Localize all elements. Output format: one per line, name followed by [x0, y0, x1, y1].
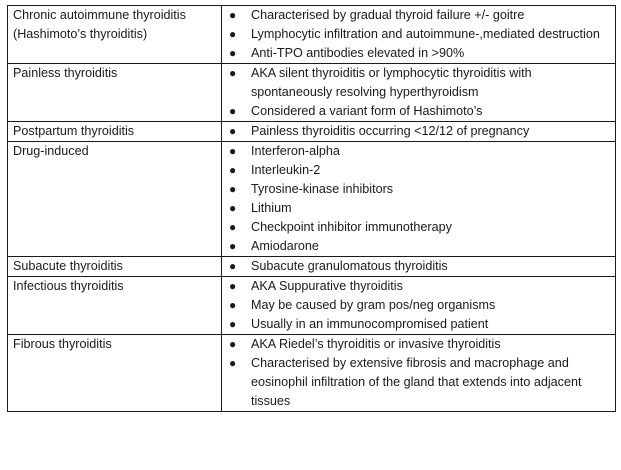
bullet-text: Characterised by extensive fibrosis and macrophage and eosinophil infiltration of the gland that extends into adjacent tissues	[251, 356, 582, 408]
list-item	[227, 335, 611, 354]
list-item	[227, 44, 611, 63]
condition-name: Drug-induced	[8, 142, 222, 257]
condition-description	[222, 257, 616, 277]
condition-name: Fibrous thyroiditis	[8, 335, 222, 412]
condition-description	[222, 64, 616, 122]
bullet-icon: ●	[229, 27, 237, 41]
bullet-list	[227, 257, 611, 276]
table-row	[8, 6, 616, 64]
list-item	[227, 199, 611, 218]
condition-name: Subacute thyroiditis	[8, 257, 222, 277]
list-item	[227, 257, 611, 276]
bullet-list	[227, 6, 611, 63]
list-item	[227, 180, 611, 199]
bullet-icon: ●	[229, 66, 237, 80]
condition-name: Infectious thyroiditis	[8, 277, 222, 335]
bullet-icon: ●	[229, 144, 237, 158]
bullet-text: Checkpoint inhibitor immunotherapy	[251, 220, 452, 234]
bullet-icon: ●	[229, 337, 237, 351]
bullet-icon: ●	[229, 8, 237, 22]
condition-description	[222, 142, 616, 257]
list-item	[227, 315, 611, 334]
condition-description	[222, 122, 616, 142]
table-row	[8, 257, 616, 277]
bullet-icon: ●	[229, 124, 237, 138]
bullet-text: Tyrosine-kinase inhibitors	[251, 182, 394, 196]
list-item	[227, 237, 611, 256]
condition-description	[222, 277, 616, 335]
condition-name: Painless thyroiditis	[8, 64, 222, 122]
bullet-icon: ●	[229, 182, 237, 196]
list-item	[227, 218, 611, 237]
bullet-icon: ●	[229, 279, 237, 293]
bullet-text: Lymphocytic infiltration and autoimmune-,mediated destruction	[251, 27, 600, 41]
thyroiditis-table	[7, 5, 616, 412]
bullet-list	[227, 277, 611, 334]
list-item	[227, 296, 611, 315]
bullet-text: Anti-TPO antibodies elevated in >90%	[251, 46, 465, 60]
bullet-icon: ●	[229, 46, 237, 60]
bullet-text: May be caused by gram pos/neg organisms	[251, 298, 496, 312]
bullet-text: Considered a variant form of Hashimoto’s	[251, 104, 483, 118]
list-item	[227, 142, 611, 161]
bullet-icon: ●	[229, 239, 237, 253]
condition-description	[222, 335, 616, 412]
bullet-text: AKA silent thyroiditis or lymphocytic thyroiditis with spontaneously resolving hyperthyroidism	[251, 66, 532, 99]
bullet-icon: ●	[229, 317, 237, 331]
bullet-icon: ●	[229, 298, 237, 312]
bullet-text: AKA Suppurative thyroiditis	[251, 279, 403, 293]
bullet-text: Painless thyroiditis occurring <12/12 of pregnancy	[251, 124, 530, 138]
bullet-icon: ●	[229, 259, 237, 273]
bullet-text: Lithium	[251, 201, 292, 215]
bullet-list	[227, 122, 611, 141]
bullet-text: Amiodarone	[251, 239, 319, 253]
bullet-text: Subacute granulomatous thyroiditis	[251, 259, 448, 273]
list-item	[227, 354, 611, 411]
bullet-icon: ●	[229, 163, 237, 177]
bullet-list	[227, 64, 611, 121]
condition-description	[222, 6, 616, 64]
bullet-icon: ●	[229, 104, 237, 118]
bullet-text: Interferon-alpha	[251, 144, 340, 158]
list-item	[227, 122, 611, 141]
list-item	[227, 161, 611, 180]
table-row	[8, 277, 616, 335]
bullet-text: Interleukin-2	[251, 163, 321, 177]
bullet-icon: ●	[229, 201, 237, 215]
table-row	[8, 335, 616, 412]
condition-name: Postpartum thyroiditis	[8, 122, 222, 142]
bullet-icon: ●	[229, 356, 237, 370]
list-item	[227, 102, 611, 121]
bullet-text: Usually in an immunocompromised patient	[251, 317, 489, 331]
bullet-list	[227, 335, 611, 411]
table-row	[8, 142, 616, 257]
table-row	[8, 64, 616, 122]
list-item	[227, 277, 611, 296]
list-item	[227, 25, 611, 44]
bullet-list	[227, 142, 611, 256]
condition-name: Chronic autoimmune thyroiditis (Hashimoto’s thyroiditis)	[8, 6, 222, 64]
table-body	[8, 6, 616, 412]
table-row	[8, 122, 616, 142]
bullet-text: AKA Riedel’s thyroiditis or invasive thyroiditis	[251, 337, 501, 351]
list-item	[227, 6, 611, 25]
bullet-icon: ●	[229, 220, 237, 234]
bullet-text: Characterised by gradual thyroid failure +/- goitre	[251, 8, 525, 22]
list-item	[227, 64, 611, 102]
